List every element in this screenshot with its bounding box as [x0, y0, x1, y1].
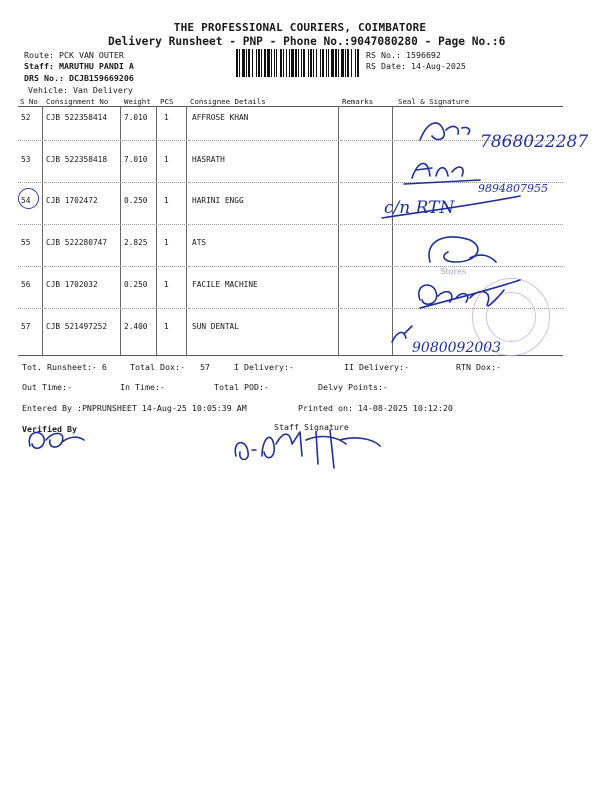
row-pcs: 1 [164, 322, 169, 331]
row-consignment: CJB 522358418 [46, 155, 108, 164]
col-weight: Weight [124, 97, 151, 106]
row-consignee: ATS [192, 238, 207, 247]
runsheet-subtitle: Delivery Runsheet - PNP - Phone No.:9047080280 - Page No.:6 [108, 35, 506, 48]
total-pod: Total POD:- [214, 382, 269, 392]
drs-label: DRS No.: DCJB159669206 [24, 73, 134, 83]
staff-signature-label: Staff Signature [274, 422, 349, 432]
row-consignment: CJB 1702032 [46, 280, 98, 289]
rs-date: RS Date: 14-Aug-2025 [366, 61, 466, 71]
row-weight: 2.400 [124, 322, 148, 331]
verified-by-label: Verified By [22, 424, 77, 434]
row-weight: 2.825 [124, 238, 148, 247]
handwritten-rtn-note: c/n RTN [384, 198, 455, 218]
row-sno: 55 [21, 238, 31, 247]
signature-row-56 [419, 280, 520, 308]
ii-delivery: II Delivery:- [344, 362, 409, 372]
col-consignee: Consignee Details [190, 97, 266, 106]
row-pcs: 1 [164, 196, 169, 205]
row-consignee: HARINI ENGG [192, 196, 244, 205]
in-time: In Time:- [120, 382, 165, 392]
tot-runsheet: Tot. Runsheet:- 6 [22, 362, 107, 372]
row-consignee: AFFROSE KHAN [192, 113, 249, 122]
row-pcs: 1 [164, 280, 169, 289]
vehicle-label: Vehicle: Van Delivery [28, 85, 133, 95]
signature-row-57 [392, 326, 412, 342]
total-dox-value: 57 [200, 362, 210, 372]
row-consignee: FACILE MACHINE [192, 280, 258, 289]
staff-signature [235, 430, 380, 468]
stamp-stores-text: Stores [440, 267, 467, 276]
row-consignment: CJB 521497252 [46, 322, 108, 331]
col-pcs: PCS [160, 97, 174, 106]
row-pcs: 1 [164, 155, 169, 164]
row-consignee: SUN DENTAL [192, 322, 239, 331]
handwritten-phone-2: 9894807955 [478, 182, 548, 195]
row-weight: 7.010 [124, 113, 148, 122]
col-seal: Seal & Signature [398, 97, 470, 106]
rs-number: RS No.: 1596692 [366, 50, 441, 60]
rtn-dox: RTN Dox:- [456, 362, 501, 372]
row-pcs: 1 [164, 238, 169, 247]
signature-row-53 [404, 163, 480, 184]
row-pcs: 1 [164, 113, 169, 122]
col-consignment: Consignment No [46, 97, 109, 106]
total-dox-label: Total Dox:- [130, 362, 185, 372]
row-consignee: HASRATH [192, 155, 225, 164]
row-sno: 53 [21, 155, 31, 164]
route-label: Route: PCK VAN OUTER [24, 50, 124, 60]
row-consignment: CJB 522358414 [46, 113, 108, 122]
row-sno: 54 [21, 196, 31, 205]
row-sno: 57 [21, 322, 31, 331]
signature-row-55 [429, 237, 496, 262]
verified-by-signature [29, 432, 84, 448]
out-time: Out Time:- [22, 382, 72, 392]
i-delivery: I Delivery:- [234, 362, 294, 372]
company-title: THE PROFESSIONAL COURIERS, COIMBATORE [173, 21, 427, 34]
staff-label: Staff: MARUTHU PANDI A [24, 61, 134, 71]
entered-by: Entered By :PNPRUNSHEET 14-Aug-25 10:05:39 AM [22, 403, 247, 413]
row-sno: 52 [21, 113, 31, 122]
row-sno: 56 [21, 280, 31, 289]
signature-row-52 [420, 123, 470, 140]
row-weight: 0.250 [124, 196, 148, 205]
row-consignment: CJB 522280747 [46, 238, 108, 247]
col-remarks: Remarks [342, 97, 374, 106]
row-weight: 7.010 [124, 155, 148, 164]
col-sno: S No [20, 97, 38, 106]
row-consignment: CJB 1702472 [46, 196, 98, 205]
printed-on: Printed on: 14-08-2025 10:12:20 [298, 403, 453, 413]
delvy-points: Delvy Points:- [318, 382, 388, 392]
handwritten-phone-3: 9080092003 [412, 340, 502, 356]
handwritten-phone-1: 7868022287 [480, 132, 589, 152]
row-weight: 0.250 [124, 280, 148, 289]
